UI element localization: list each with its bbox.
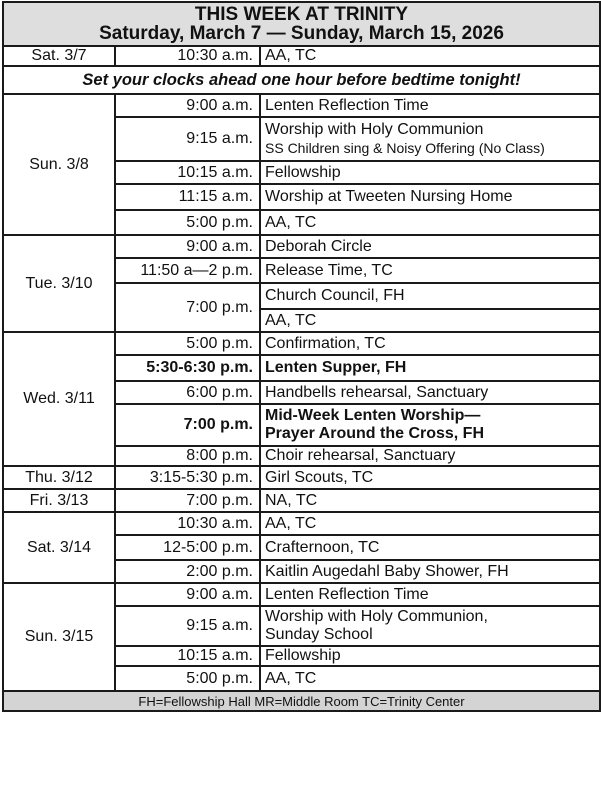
event-cell [260,606,600,646]
event-title: Fellowship [260,646,600,666]
schedule-header [3,2,600,46]
event-time: 3:15-5:30 p.m. [115,466,260,489]
event-title: Church Council, FH [260,283,600,309]
table-row [3,466,600,489]
day-label: Sat. 3/7 [3,46,115,66]
event-time: 8:00 p.m. [115,446,260,466]
event-title: Lenten Reflection Time [260,94,600,117]
day-label: Sun. 3/15 [3,583,115,691]
day-label: Thu. 3/12 [3,466,115,489]
event-title: AA, TC [260,46,600,66]
event-time: 5:00 p.m. [115,210,260,235]
weekly-schedule-table [2,1,601,712]
event-time: 6:00 p.m. [115,381,260,404]
table-row [3,235,600,258]
event-time: 9:00 a.m. [115,235,260,258]
table-row [3,332,600,355]
event-title: Lenten Supper, FH [260,355,600,381]
event-title: Worship with Holy Communion, [265,608,488,625]
event-time: 11:50 a—2 p.m. [115,258,260,283]
header-row [3,2,600,46]
day-label: Sun. 3/8 [3,94,115,235]
event-time: 10:15 a.m. [115,161,260,184]
event-title: Crafternoon, TC [260,535,600,560]
table-row [3,94,600,117]
event-time: 9:00 a.m. [115,94,260,117]
event-time: 5:30-6:30 p.m. [115,355,260,381]
event-title-line-2: Sunday School [265,626,373,643]
event-title: NA, TC [260,489,600,512]
event-title: Lenten Reflection Time [260,583,600,606]
event-title: Fellowship [260,161,600,184]
day-label: Fri. 3/13 [3,489,115,512]
event-title: Kaitlin Augedahl Baby Shower, FH [260,560,600,583]
footer-row [3,691,600,711]
event-title: Release Time, TC [260,258,600,283]
event-title: AA, TC [260,210,600,235]
event-time: 7:00 p.m. [115,404,260,446]
event-time: 10:30 a.m. [115,512,260,535]
table-row [3,46,600,66]
event-time: 11:15 a.m. [115,184,260,210]
event-title: Mid-Week Lenten Worship— [265,407,481,424]
notice-row [3,66,600,94]
event-title-line-2: Prayer Around the Cross, FH [265,425,485,442]
event-title: Handbells rehearsal, Sanctuary [260,381,600,404]
location-legend: FH=Fellowship Hall MR=Middle Room TC=Trinity Center [3,691,600,711]
day-label: Tue. 3/10 [3,235,115,332]
event-time: 7:00 p.m. [115,283,260,332]
event-title: Confirmation, TC [260,332,600,355]
event-title: Worship at Tweeten Nursing Home [260,184,600,210]
event-subtitle: SS Children sing & Noisy Offering (No Class) [265,140,545,156]
event-title: Choir rehearsal, Sanctuary [260,446,600,466]
schedule-sheet [2,1,599,712]
table-row [3,489,600,512]
event-title: AA, TC [260,512,600,535]
event-time: 2:00 p.m. [115,560,260,583]
event-time: 12-5:00 p.m. [115,535,260,560]
event-time: 10:15 a.m. [115,646,260,666]
event-cell [260,117,600,161]
daylight-saving-notice: Set your clocks ahead one hour before bedtime tonight! [3,66,600,94]
schedule-title: THIS WEEK AT TRINITY [194,4,409,25]
event-title: AA, TC [260,666,600,691]
event-time: 5:00 p.m. [115,332,260,355]
event-title: Deborah Circle [260,235,600,258]
schedule-date-range: Saturday, March 7 — Sunday, March 15, 2026 [99,23,504,44]
table-row [3,583,600,606]
event-title: Girl Scouts, TC [260,466,600,489]
day-label: Wed. 3/11 [3,332,115,466]
table-row [3,512,600,535]
event-time: 10:30 a.m. [115,46,260,66]
event-title: AA, TC [260,309,600,332]
event-title: Worship with Holy Communion [265,121,484,138]
event-time: 9:15 a.m. [115,606,260,646]
day-label: Sat. 3/14 [3,512,115,583]
event-time: 5:00 p.m. [115,666,260,691]
event-cell [260,404,600,446]
event-time: 9:00 a.m. [115,583,260,606]
event-time: 9:15 a.m. [115,117,260,161]
event-time: 7:00 p.m. [115,489,260,512]
